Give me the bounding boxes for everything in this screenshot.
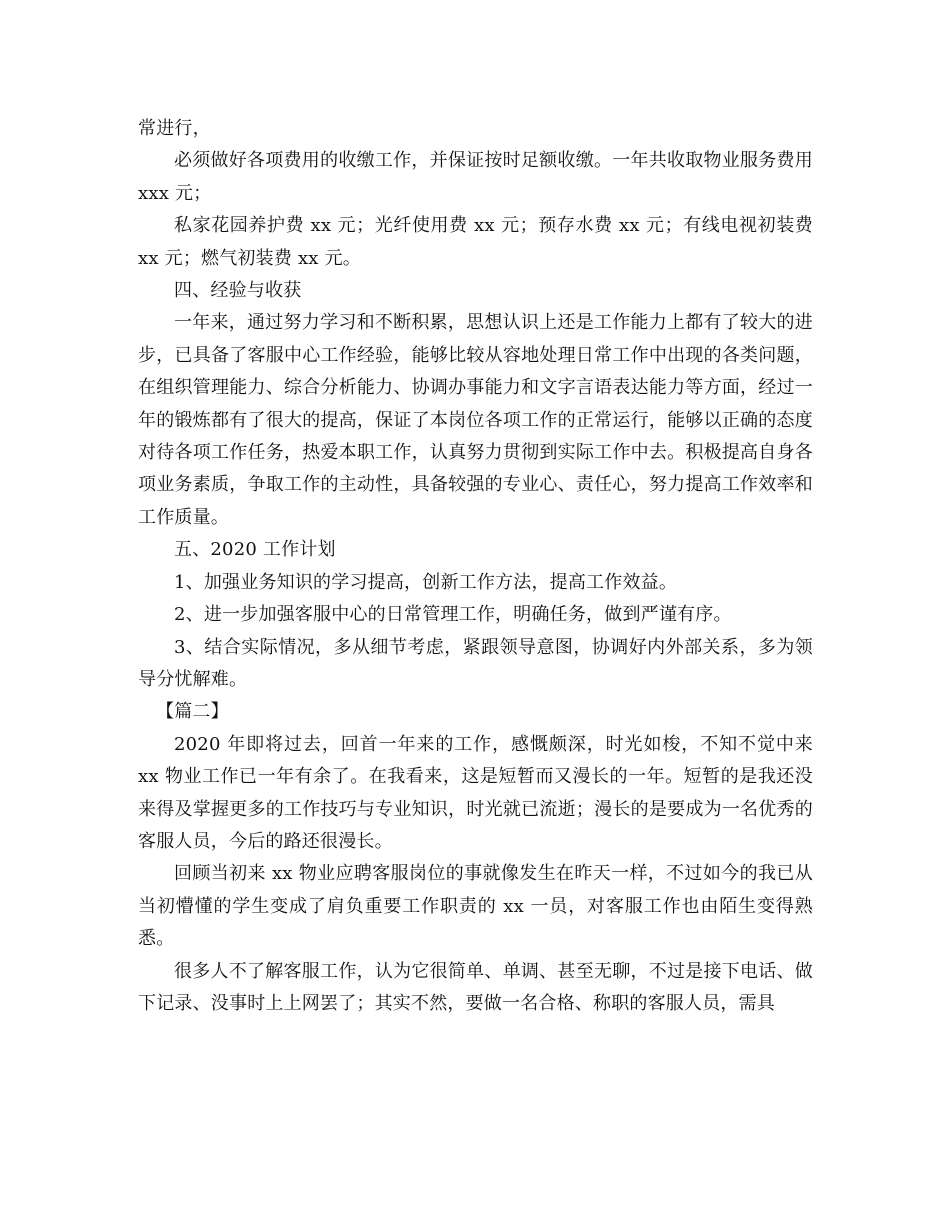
section-heading-part-two: 【篇二】 — [156, 701, 229, 723]
section-heading-experience: 四、经验与收获 — [174, 280, 302, 302]
section-heading-work-plan: 五、2020 工作计划 — [174, 539, 336, 561]
paragraph-recollection: 回顾当初来 xx 物业应聘客服岗位的事就像发生在昨天一样，不过如今的我已从当初懵懂的学生变成了肩负重要工作职责的 xx 一员，对客服工作也由陌生变得熟悉。 — [138, 863, 813, 950]
paragraph-experience: 一年来，通过努力学习和不断积累，思想认识上还是工作能力上都有了较大的进步，已具备了客服中心工作经验，能够比较从容地处理日常工作中出现的各类问题，在组织管理能力、综合分析能力、协调办事能力和文字言语表达能力等方面，经过一年的锻炼都有了很大的提高，保证了本岗位各项工作的正常运行，能够以正确的态度对待各项工作任务，热爱本职工作，认真努力贯彻到实际工作中去。积极提高自身各项业务素质，争取工作的主动性，具备较强的专业心、责任心，努力提高工作效率和工作质量。 — [138, 312, 813, 528]
plan-item-1: 1、加强业务知识的学习提高，创新工作方法，提高工作效益。 — [174, 571, 678, 593]
paragraph-fee-items: 私家花园养护费 xx 元；光纤使用费 xx 元；预存水费 xx 元；有线电视初装费 xx 元；燃气初装费 xx 元。 — [138, 215, 813, 269]
paragraph-year-review: 2020 年即将过去，回首一年来的工作，感慨颇深，时光如梭，不知不觉中来 xx 物业工作已一年有余了。在我看来，这是短暂而又漫长的一年。短暂的是我还没来得及掌握更多的工作技巧与专业知识，时光就已流逝；漫长的是要成为一名优秀的客服人员，今后的路还很漫长。 — [138, 733, 813, 852]
plan-item-2: 2、进一步加强客服中心的日常管理工作，明确任务，做到严谨有序。 — [174, 604, 732, 626]
plan-item-3: 3、结合实际情况，多从细节考虑，紧跟领导意图，协调好内外部关系，多为领导分忧解难。 — [138, 636, 813, 690]
paragraph-customer-service: 很多人不了解客服工作，认为它很简单、单调、甚至无聊，不过是接下电话、做下记录、没事时上上网罢了；其实不然，要做一名合格、称职的客服人员，需具 — [138, 960, 813, 1014]
paragraph-continuation: 常进行， — [138, 118, 211, 139]
paragraph-fee-collection: 必须做好各项费用的收缴工作，并保证按时足额收缴。一年共收取物业服务费用 xxx 元； — [138, 150, 813, 204]
document-page — [138, 113, 813, 1020]
